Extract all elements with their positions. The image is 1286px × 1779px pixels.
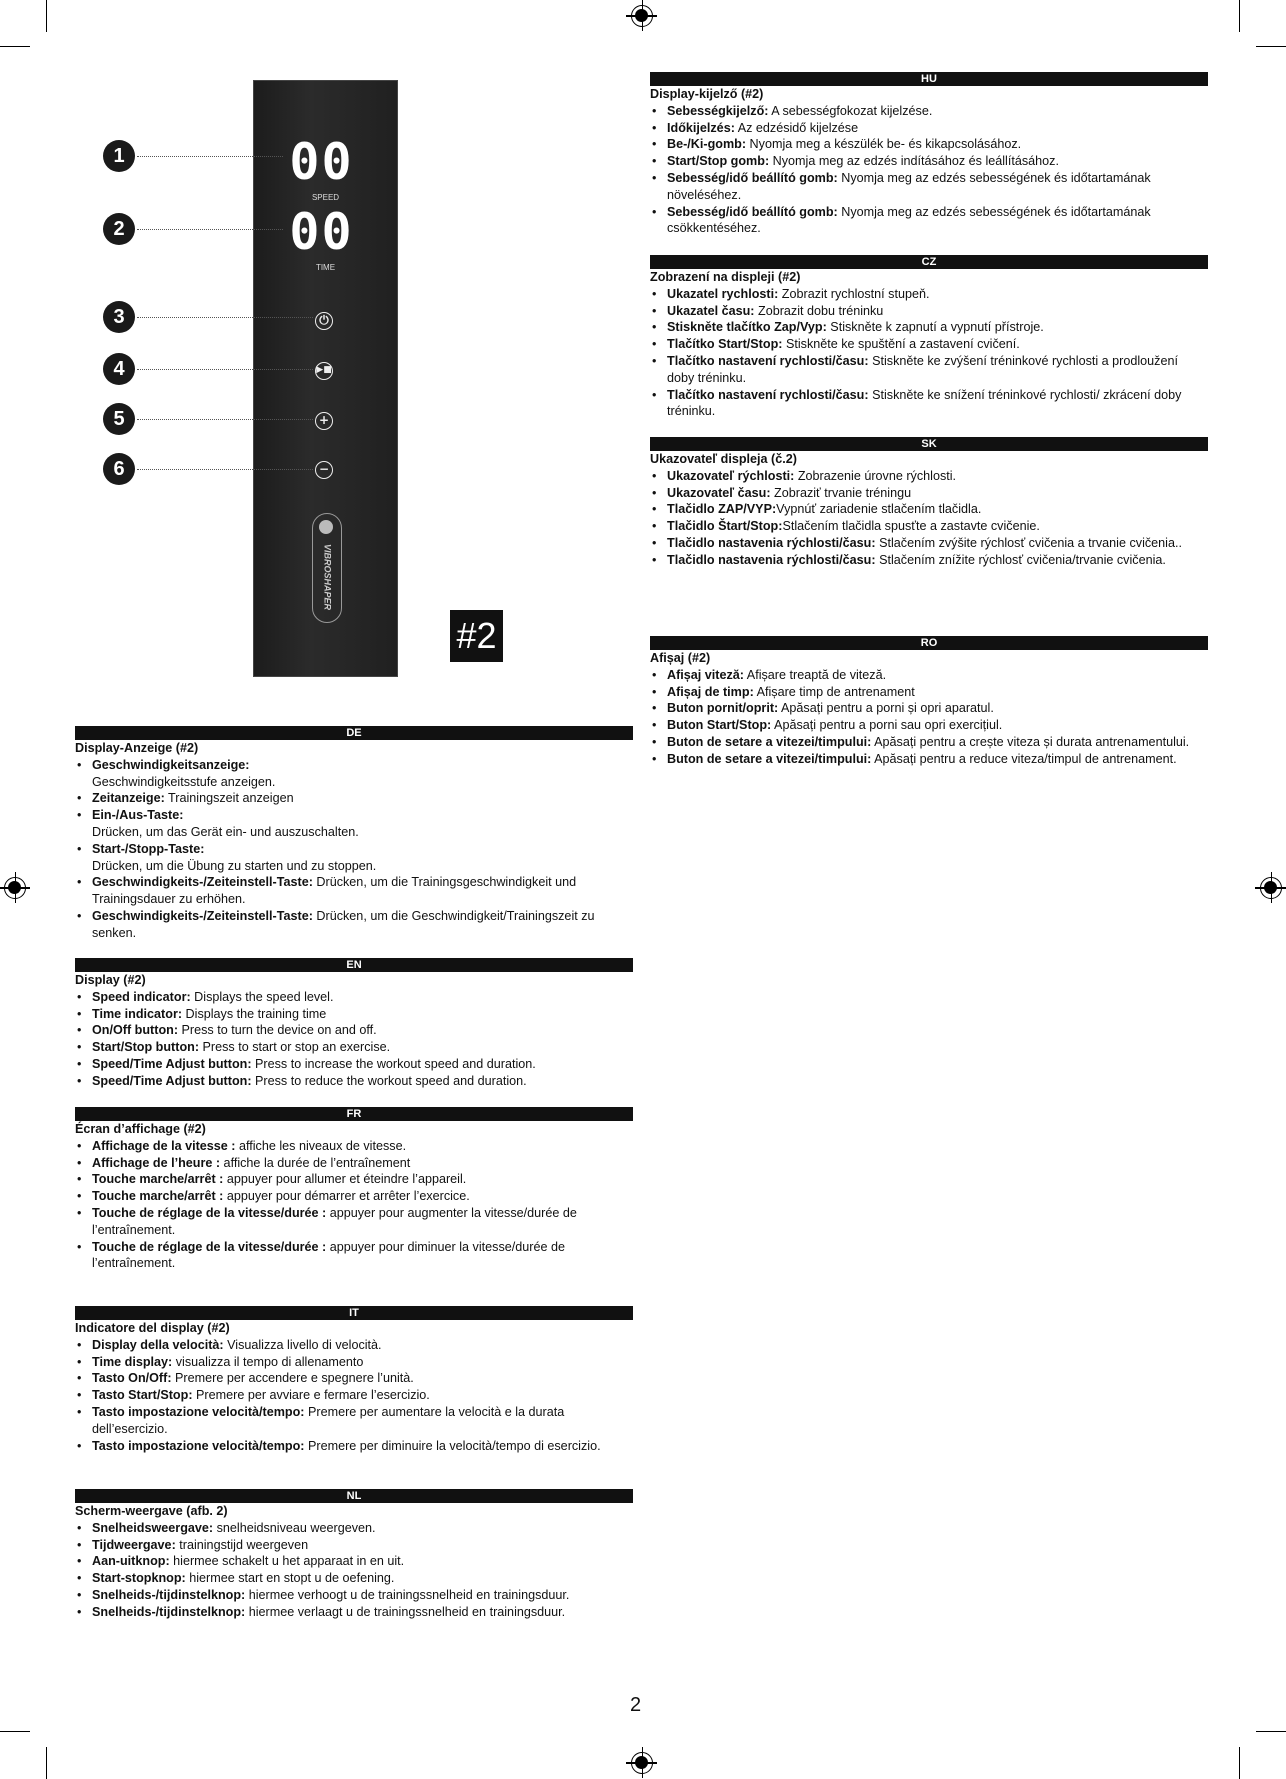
list-item <box>92 1520 633 1537</box>
item-label: Start-/Stopp-Taste: <box>92 841 205 856</box>
callout-line <box>137 369 313 370</box>
list-item <box>667 535 1208 552</box>
item-text: Zobrazenie úrovne rýchlosti. <box>794 468 957 483</box>
item-text: Nyomja meg az edzés sebességének és időtartamának növeléséhez. <box>667 170 1151 202</box>
item-text: Nyomja meg a készülék be- és kikapcsolásához. <box>746 137 1022 152</box>
item-label: Tijdweergave: <box>92 1537 176 1552</box>
item-label: Tlačítko nastavení rychlosti/času: <box>667 353 869 368</box>
registration-mark-icon <box>4 877 26 899</box>
list-item <box>667 153 1208 170</box>
item-label: Tlačidlo nastavenia rýchlosti/času: <box>667 552 876 567</box>
crop-mark <box>0 46 30 47</box>
list-item <box>667 700 1208 717</box>
item-label: Tlačítko Start/Stop: <box>667 337 783 352</box>
item-label: Time indicator: <box>92 1006 183 1021</box>
start-stop-icon: ▶■ <box>315 362 333 380</box>
item-label: Be-/Ki-gomb: <box>667 137 747 152</box>
speed-display-label: SPEED <box>311 193 340 202</box>
time-display-digits: 00 <box>289 203 354 261</box>
item-text: appuyer pour démarrer et arrêter l’exercice. <box>223 1189 470 1204</box>
list-item <box>667 103 1208 120</box>
list-item <box>667 717 1208 734</box>
list-item <box>667 667 1208 684</box>
section-en <box>75 958 633 1090</box>
list-item <box>92 790 633 807</box>
list-item <box>667 751 1208 768</box>
item-text: Displays the training time <box>182 1006 327 1021</box>
item-label: Display della velocità: <box>92 1337 224 1352</box>
item-label: Geschwindigkeits-/Zeiteinstell-Taste: <box>92 875 313 890</box>
item-list <box>650 468 1208 569</box>
list-item <box>92 908 633 942</box>
item-label: Speed indicator: <box>92 989 191 1004</box>
item-text: Displays the speed level. <box>190 989 334 1004</box>
callout-6: 6 <box>103 453 135 485</box>
item-text: A sebességfokozat kijelzése. <box>768 103 933 118</box>
item-label: Afișaj de timp: <box>667 684 754 699</box>
list-item <box>92 1387 633 1404</box>
list-item <box>667 120 1208 137</box>
section-code-bar: RO <box>650 636 1208 650</box>
item-label: Ukazatel rychlosti: <box>667 286 779 301</box>
callout-3: 3 <box>103 301 135 333</box>
item-label: Tlačidlo ZAP/VYP: <box>667 502 777 517</box>
list-item <box>92 1039 633 1056</box>
section-de <box>75 726 633 942</box>
item-text: Stiskněte ke zvýšení tréninkové rychlosti a prodloužení doby tréninku. <box>667 353 1178 385</box>
item-text: Stiskněte ke spuštění a zastavení cvičení. <box>782 337 1020 352</box>
list-item <box>667 485 1208 502</box>
item-label: Buton pornit/oprit: <box>667 701 779 716</box>
item-label: Tlačítko nastavení rychlosti/času: <box>667 387 869 402</box>
list-item <box>92 989 633 1006</box>
item-label: Tasto Start/Stop: <box>92 1388 193 1403</box>
item-text: Apăsați pentru a porni sau opri exercițiul. <box>771 718 1003 733</box>
item-list <box>75 1337 633 1455</box>
plus-icon: + <box>315 412 333 430</box>
item-text: visualizza il tempo di allenamento <box>172 1354 364 1369</box>
item-label: Időkijelzés: <box>667 120 735 135</box>
item-text: Stlačením zvýšite rýchlosť cvičenia a trvanie cvičenia.. <box>875 535 1182 550</box>
list-item <box>92 1604 633 1621</box>
item-list <box>650 103 1208 237</box>
item-text: Apăsați pentru a reduce viteza/timpul de antrenament. <box>871 751 1177 766</box>
section-code-bar: IT <box>75 1306 633 1320</box>
section-title: Indicatore del display (#2) <box>75 1321 230 1335</box>
list-item <box>92 841 633 875</box>
item-list <box>650 286 1208 420</box>
list-item <box>667 734 1208 751</box>
section-title: Écran d’affichage (#2) <box>75 1122 206 1136</box>
section-ro <box>650 636 1208 768</box>
minus-icon: − <box>315 461 333 479</box>
section-title: Zobrazení na displeji (#2) <box>650 270 801 284</box>
item-text: Zobraziť trvanie tréningu <box>770 485 912 500</box>
section-hu <box>650 72 1208 237</box>
list-item <box>92 1188 633 1205</box>
section-code-bar: NL <box>75 1489 633 1503</box>
list-item <box>92 1570 633 1587</box>
item-label: Snelheids-/tijdinstelknop: <box>92 1604 246 1619</box>
control-panel-illustration <box>253 80 398 677</box>
list-item <box>667 319 1208 336</box>
item-text: hiermee verhoogt u de trainingssnelheid en trainingsduur. <box>245 1587 570 1602</box>
section-code-bar: DE <box>75 726 633 740</box>
item-text: Nyomja meg az edzés indításához és leállításához. <box>769 154 1059 169</box>
callout-line <box>137 469 313 470</box>
item-text: Premere per accendere e spegnere l’unità. <box>171 1371 414 1386</box>
item-label: Tasto impostazione velocità/tempo: <box>92 1438 305 1453</box>
item-list <box>75 989 633 1090</box>
item-text: Drücken, um das Gerät ein- und auszuschalten. <box>92 824 359 839</box>
item-text: Stiskněte k zapnutí a vypnutí přístroje. <box>826 320 1044 335</box>
list-item <box>92 807 633 841</box>
section-code-bar: FR <box>75 1107 633 1121</box>
list-item <box>667 684 1208 701</box>
item-text: Zobrazit dobu tréninku <box>754 303 884 318</box>
list-item <box>667 468 1208 485</box>
item-list <box>650 667 1208 768</box>
list-item <box>667 303 1208 320</box>
registration-mark-icon <box>631 1752 653 1774</box>
item-text: hiermee schakelt u het apparaat in en uit. <box>169 1554 405 1569</box>
item-list <box>75 1138 633 1272</box>
item-label: Affichage de l’heure : <box>92 1155 221 1170</box>
item-text: Drücken, um die Geschwindigkeit/Trainingszeit zu senken. <box>92 908 595 940</box>
item-label: Tasto impostazione velocità/tempo: <box>92 1404 305 1419</box>
brand-text: VIBROSHAPER <box>322 543 333 610</box>
list-item <box>92 757 633 791</box>
item-label: Tlačidlo Štart/Stop: <box>667 519 783 534</box>
item-text: Apăsați pentru a porni și opri aparatul. <box>778 701 994 716</box>
item-label: Ukazatel času: <box>667 303 755 318</box>
item-label: Geschwindigkeitsanzeige: <box>92 757 250 772</box>
item-text: Stlačením tlačidla spusťte a zastavte cvičenie. <box>782 519 1040 534</box>
item-label: Touche de réglage de la vitesse/durée : <box>92 1205 327 1220</box>
item-label: Snelheidsweergave: <box>92 1520 214 1535</box>
list-item <box>92 1056 633 1073</box>
section-code-bar: SK <box>650 437 1208 451</box>
callout-1: 1 <box>103 140 135 172</box>
item-list <box>75 1520 633 1621</box>
item-text: Az edzésidő kijelzése <box>734 120 859 135</box>
item-text: hiermee verlaagt u de trainingssnelheid en trainingsduur. <box>245 1604 566 1619</box>
list-item <box>667 136 1208 153</box>
list-item <box>92 1537 633 1554</box>
page-number: 2 <box>630 1694 642 1716</box>
item-text: Press to reduce the workout speed and duration. <box>251 1073 527 1088</box>
section-nl <box>75 1489 633 1621</box>
item-label: Stiskněte tlačítko Zap/Vyp: <box>667 320 827 335</box>
list-item <box>92 1205 633 1239</box>
item-text: Afișare treaptă de viteză. <box>744 667 887 682</box>
item-label: Geschwindigkeits-/Zeiteinstell-Taste: <box>92 908 313 923</box>
item-text: Press to turn the device on and off. <box>178 1023 377 1038</box>
item-text: appuyer pour allumer et éteindre l’appareil. <box>223 1172 467 1187</box>
item-text: Press to start or stop an exercise. <box>199 1040 391 1055</box>
callout-line <box>137 419 313 420</box>
item-label: Ukazovateľ času: <box>667 485 771 500</box>
item-label: Afișaj viteză: <box>667 667 744 682</box>
figure-number-badge: #2 <box>450 610 503 662</box>
item-label: Touche marche/arrêt : <box>92 1172 224 1187</box>
list-item <box>92 1155 633 1172</box>
item-text: Vypnúť zariadenie stlačením tlačidla. <box>776 502 982 517</box>
item-text: Drücken, um die Übung zu starten und zu stoppen. <box>92 858 377 873</box>
item-text: affiche la durée de l’entraînement <box>220 1155 411 1170</box>
crop-mark <box>0 1731 30 1732</box>
section-title: Display-Anzeige (#2) <box>75 741 199 755</box>
crop-mark <box>1256 1731 1286 1732</box>
item-text: Premere per aumentare la velocità e la durata dell’esercizio. <box>92 1404 565 1436</box>
list-item <box>92 1370 633 1387</box>
section-title: Afișaj (#2) <box>650 651 711 665</box>
list-item <box>667 286 1208 303</box>
item-label: Start/Stop button: <box>92 1040 200 1055</box>
item-text: Drücken, um die Trainingsgeschwindigkeit und Trainingsdauer zu erhöhen. <box>92 875 577 907</box>
crop-mark <box>1256 46 1286 47</box>
list-item <box>92 1404 633 1438</box>
registration-mark-icon <box>631 5 653 27</box>
section-cz <box>650 255 1208 420</box>
callout-line <box>137 156 283 157</box>
item-label: Sebességkijelző: <box>667 103 769 118</box>
item-label: Ein-/Aus-Taste: <box>92 808 184 823</box>
item-label: Tlačidlo nastavenia rýchlosti/času: <box>667 535 876 550</box>
item-text: appuyer pour augmenter la vitesse/durée de l’entraînement. <box>92 1205 577 1237</box>
section-title: Scherm-weergave (afb. 2) <box>75 1504 228 1518</box>
item-label: Buton de setare a vitezei/timpului: <box>667 734 872 749</box>
item-label: Start/Stop gomb: <box>667 154 770 169</box>
callout-line <box>137 229 283 230</box>
item-text: Visualizza livello di velocità. <box>223 1337 382 1352</box>
item-label: Ukazovateľ rýchlosti: <box>667 468 795 483</box>
list-item <box>92 1022 633 1039</box>
section-title: Ukazovateľ displeja (č.2) <box>650 452 797 466</box>
item-label: Start-stopknop: <box>92 1571 186 1586</box>
section-code-bar: HU <box>650 72 1208 86</box>
list-item <box>667 353 1208 387</box>
list-item <box>92 1587 633 1604</box>
list-item <box>667 501 1208 518</box>
item-label: Buton Start/Stop: <box>667 718 772 733</box>
item-text: appuyer pour diminuer la vitesse/durée de l’entraînement. <box>92 1239 565 1271</box>
item-label: Aan-uitknop: <box>92 1554 170 1569</box>
item-label: Sebesség/idő beállító gomb: <box>667 170 838 185</box>
item-text: Stlačením znížite rýchlosť cvičenia/trvanie cvičenia. <box>875 552 1166 567</box>
section-title: Display (#2) <box>75 973 146 987</box>
item-text: affiche les niveaux de vitesse. <box>235 1138 407 1153</box>
list-item <box>667 204 1208 238</box>
item-label: Affichage de la vitesse : <box>92 1138 236 1153</box>
item-label: Buton de setare a vitezei/timpului: <box>667 751 872 766</box>
item-label: Zeitanzeige: <box>92 791 165 806</box>
item-text: Apăsați pentru a crește viteza și durata antrenamentului. <box>871 734 1190 749</box>
item-text: hiermee start en stopt u de oefening. <box>185 1571 395 1586</box>
item-list <box>75 757 633 942</box>
list-item <box>92 1337 633 1354</box>
crop-mark <box>46 1747 47 1779</box>
item-text: Press to increase the workout speed and duration. <box>251 1056 536 1071</box>
power-icon: ⏻ <box>315 312 333 330</box>
list-item <box>667 387 1208 421</box>
item-text: Afișare timp de antrenament <box>753 684 915 699</box>
list-item <box>92 874 633 908</box>
item-label: Touche marche/arrêt : <box>92 1189 224 1204</box>
item-text: Stiskněte ke snížení tréninkové rychlosti/ zkrácení doby tréninku. <box>667 387 1182 419</box>
registration-mark-icon <box>1260 877 1282 899</box>
item-label: Touche de réglage de la vitesse/durée : <box>92 1239 327 1254</box>
list-item <box>92 1138 633 1155</box>
item-text: snelheidsniveau weergeven. <box>213 1520 376 1535</box>
list-item <box>92 1553 633 1570</box>
item-label: Tasto On/Off: <box>92 1371 172 1386</box>
list-item <box>92 1239 633 1273</box>
section-code-bar: CZ <box>650 255 1208 269</box>
section-code-bar: EN <box>75 958 633 972</box>
item-label: Time display: <box>92 1354 173 1369</box>
list-item <box>92 1171 633 1188</box>
item-label: On/Off button: <box>92 1023 179 1038</box>
item-text: trainingstijd weergeven <box>175 1537 309 1552</box>
item-text: Zobrazit rychlostní stupeň. <box>778 286 930 301</box>
crop-mark <box>1239 0 1240 32</box>
item-text: Nyomja meg az edzés sebességének és időtartamának csökkentéséhez. <box>667 204 1151 236</box>
speed-display-digits: 00 <box>289 133 354 191</box>
list-item <box>92 1006 633 1023</box>
section-title: Display-kijelző (#2) <box>650 87 764 101</box>
section-sk <box>650 437 1208 569</box>
list-item <box>667 336 1208 353</box>
list-item <box>667 170 1208 204</box>
item-text: Premere per diminuire la velocità/tempo di esercizio. <box>304 1438 601 1453</box>
item-text: Premere per avviare e fermare l’esercizio. <box>192 1388 430 1403</box>
callout-2: 2 <box>103 213 135 245</box>
crop-mark <box>46 0 47 32</box>
callout-4: 4 <box>103 353 135 385</box>
list-item <box>667 552 1208 569</box>
callout-line <box>137 317 313 318</box>
crop-mark <box>1239 1747 1240 1779</box>
list-item <box>92 1438 633 1455</box>
item-text: Trainingszeit anzeigen <box>164 791 294 806</box>
list-item <box>92 1354 633 1371</box>
item-label: Speed/Time Adjust button: <box>92 1056 252 1071</box>
item-label: Speed/Time Adjust button: <box>92 1073 252 1088</box>
time-display-label: TIME <box>315 263 336 272</box>
brand-logo <box>312 513 342 623</box>
callout-5: 5 <box>103 403 135 435</box>
section-it <box>75 1306 633 1454</box>
item-label: Sebesség/idő beállító gomb: <box>667 204 838 219</box>
item-text: Geschwindigkeitsstufe anzeigen. <box>92 774 276 789</box>
item-label: Snelheids-/tijdinstelknop: <box>92 1587 246 1602</box>
list-item <box>667 518 1208 535</box>
list-item <box>92 1073 633 1090</box>
section-fr <box>75 1107 633 1272</box>
